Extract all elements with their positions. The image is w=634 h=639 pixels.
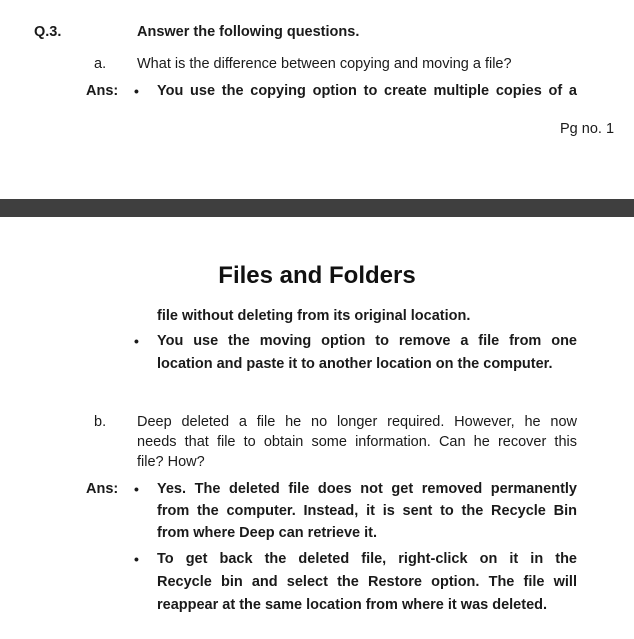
page-number: Pg no. 1: [560, 121, 615, 137]
question-heading: Answer the following questions.: [137, 24, 360, 40]
item-b-bullet-2-line2: Recycle bin and select the Restore option. The file will: [157, 574, 577, 590]
bullet-icon: •: [134, 83, 139, 99]
question-number: Q.3.: [34, 24, 62, 40]
bullet-icon: •: [134, 551, 139, 567]
item-a-label: a.: [94, 56, 107, 72]
item-a-bullet-2-line2: location and paste it to another location on the computer.: [157, 356, 553, 372]
item-b-label: b.: [94, 414, 107, 430]
item-a-bullet-1-part1: You use the copying option to create multiple copies of a: [157, 83, 577, 99]
item-b-bullet-1-line1: Yes. The deleted file does not get removed permanently: [157, 481, 577, 497]
item-b-bullet-2-line3: reappear at the same location from where it was deleted.: [157, 597, 548, 613]
bullet-icon: •: [134, 333, 139, 349]
page-break-bar: [0, 199, 634, 217]
item-b-ans-label: Ans:: [86, 481, 119, 497]
item-a-bullet-2-line1: You use the moving option to remove a file from one: [157, 333, 577, 349]
item-a-question: What is the difference between copying and moving a file?: [137, 56, 512, 72]
item-b-bullet-1-line3: from where Deep can retrieve it.: [157, 525, 377, 541]
item-a-ans-label: Ans:: [86, 83, 119, 99]
item-b-question-line3: file? How?: [137, 454, 205, 470]
item-b-question-line2: needs that file to obtain some information. Can he recover this: [137, 434, 577, 450]
item-b-bullet-2-line1: To get back the deleted file, right-click on it in the: [157, 551, 577, 567]
bullet-icon: •: [134, 481, 139, 497]
item-b-bullet-1-line2: from the computer. Instead, it is sent to the Recycle Bin: [157, 503, 577, 519]
page-title: Files and Folders: [218, 262, 416, 289]
item-a-bullet-1-part2: file without deleting from its original location.: [157, 308, 471, 324]
item-b-question-line1: Deep deleted a file he no longer required. However, he now: [137, 414, 577, 430]
